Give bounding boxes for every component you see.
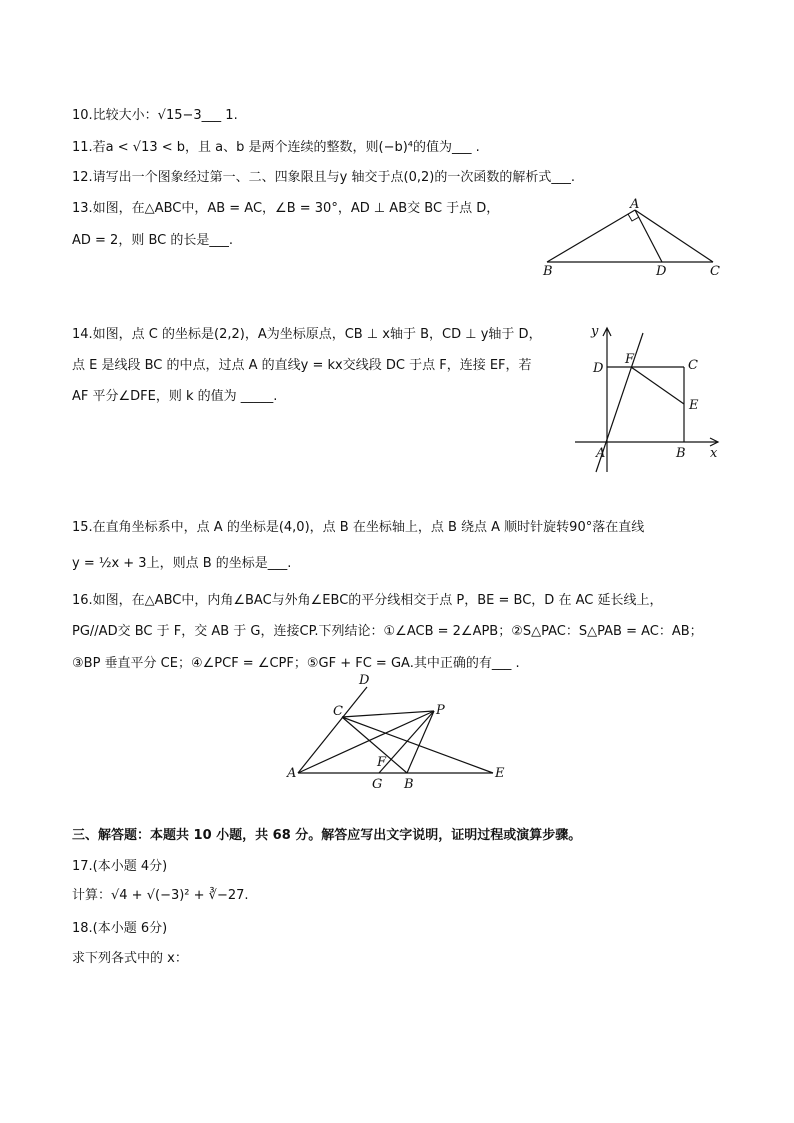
label-f: F bbox=[625, 352, 635, 367]
section-3-heading: 三、解答题：本题共 10 小题，共 68 分。解答应写出文字说明，证明过程或演算步骤。 bbox=[72, 828, 582, 843]
question-12: 12.请写出一个图象经过第一、二、四象限且与y 轴交于点(0,2)的一次函数的解析式___. bbox=[72, 170, 575, 185]
question-14-line-3: AF 平分∠DFE，则 k 的值为 _____. bbox=[72, 389, 278, 404]
question-13-line-2: AD = 2，则 BC 的长是___. bbox=[72, 233, 233, 248]
segment-ap bbox=[298, 711, 434, 773]
question-13-line-1: 13.如图，在△ABC中，AB = AC，∠B = 30°，AD ⊥ AB交 BC 于点 D， bbox=[72, 201, 500, 216]
label-a: A bbox=[596, 446, 606, 461]
label-f: F bbox=[377, 755, 387, 770]
question-10: 10.比较大小：√15−3___ 1. bbox=[72, 108, 238, 123]
label-x: x bbox=[710, 446, 718, 461]
question-16-line-2: PG//AD交 BC 于 F，交 AB 于 G，连接CP.下列结论：①∠ACB = 2∠APB；②S△PAC：S△PAB = AC：AB； bbox=[72, 624, 703, 639]
segment-ab bbox=[547, 210, 635, 262]
question-17-body: 计算：√4 + √(−3)² + ∛−27. bbox=[72, 888, 249, 903]
label-d: D bbox=[359, 673, 370, 688]
segment-cp bbox=[342, 711, 434, 717]
question-15-line-2: y = ½x + 3上，则点 B 的坐标是___. bbox=[72, 556, 292, 571]
label-d: D bbox=[656, 264, 667, 279]
question-14-line-2: 点 E 是线段 BC 的中点，过点 A 的直线y = kx交线段 DC 于点 F，连接 EF，若 bbox=[72, 358, 532, 373]
question-18-body: 求下列各式中的 x： bbox=[72, 951, 188, 966]
label-b: B bbox=[404, 777, 414, 792]
label-d: D bbox=[593, 361, 604, 376]
label-c: C bbox=[688, 358, 698, 373]
question-11: 11.若a < √13 < b，且 a、b 是两个连续的整数，则(−b)⁴的值为___ . bbox=[72, 140, 480, 155]
label-e: E bbox=[689, 398, 699, 413]
label-y: y bbox=[591, 324, 599, 339]
figure-16-bisectors bbox=[285, 670, 515, 795]
question-14-line-1: 14.如图，点 C 的坐标是(2,2)，A为坐标原点，CB ⊥ x轴于 B，CD ⊥ y轴于 D， bbox=[72, 327, 542, 342]
segment-cb bbox=[342, 717, 407, 773]
label-c: C bbox=[333, 704, 343, 719]
label-b: B bbox=[543, 264, 553, 279]
question-17-header: 17.(本小题 4分) bbox=[72, 859, 168, 874]
label-p: P bbox=[436, 703, 445, 718]
question-16-line-3: ③BP 垂直平分 CE；④∠PCF = ∠CPF；⑤GF + FC = GA.其中正确的有___ . bbox=[72, 656, 520, 671]
question-18-header: 18.(本小题 6分) bbox=[72, 921, 168, 936]
segment-ac bbox=[635, 210, 713, 262]
label-c: C bbox=[710, 264, 720, 279]
figure-13-triangle bbox=[530, 195, 730, 280]
label-a: A bbox=[287, 766, 297, 781]
question-16-line-1: 16.如图，在△ABC中，内角∠BAC与外角∠EBC的平分线相交于点 P，BE = BC，D 在 AC 延长线上， bbox=[72, 593, 663, 608]
label-a: A bbox=[630, 197, 640, 212]
label-g: G bbox=[372, 777, 383, 792]
label-b: B bbox=[676, 446, 686, 461]
segment-fe bbox=[631, 367, 684, 404]
figure-14-coordinate-square bbox=[570, 320, 730, 480]
question-15-line-1: 15.在直角坐标系中，点 A 的坐标是(4,0)，点 B 在坐标轴上，点 B 绕点 A 顺时针旋转90°落在直线 bbox=[72, 520, 645, 535]
segment-ad bbox=[635, 210, 662, 262]
segment-ce bbox=[342, 717, 493, 773]
segment-pg bbox=[379, 711, 434, 773]
label-e: E bbox=[495, 766, 505, 781]
